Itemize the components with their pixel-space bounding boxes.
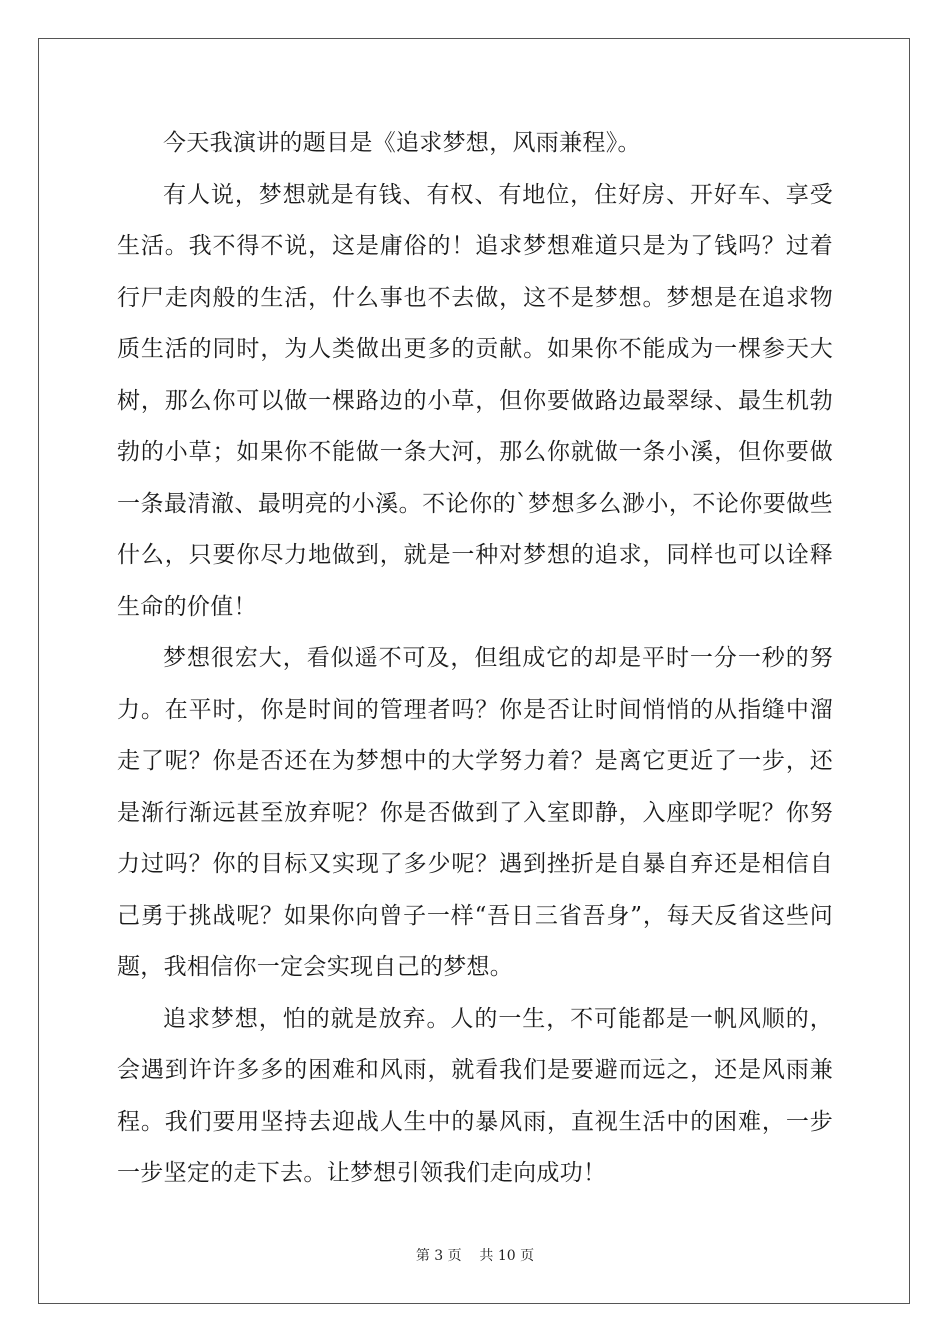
- paragraph-effort: 梦想很宏大，看似遥不可及，但组成它的却是平时一分一秒的努力。在平时，你是时间的管理者吗？你是否让时间悄悄的从指缝中溜走了呢？你是否还在为梦想中的大学努力着？是离它更近了一步，还是渐行渐远甚至放弃呢？你是否做到了入室即静，入座即学呢？你努力过吗？你的目标又实现了多少呢？遇到挫折是自暴自弃还是相信自己勇于挑战呢？如果你向曾子一样“吾日三省吾身”，每天反省这些问题，我相信你一定会实现自己的梦想。: [117, 645, 833, 980]
- paragraph-dream-meaning: 有人说，梦想就是有钱、有权、有地位，住好房、开好车、享受生活。我不得不说，这是庸俗的！追求梦想难道只是为了钱吗？过着行尸走肉般的生活，什么事也不去做，这不是梦想。梦想是在追求物质生活的同时，为人类做出更多的贡献。如果你不能成为一棵参天大树，那么你可以做一棵路边的小草，但你要做路边最翠绿、最生机勃勃的小草；如果你不能做一条大河，那么你就做一条小溪，但你要做一条最清澈、最明亮的小溪。不论你的`梦想多么渺小，不论你要做些什么，只要你尽力地做到，就是一种对梦想的追求，同样也可以诠释生命的价值！: [117, 181, 833, 620]
- document-body: [117, 118, 833, 1200]
- paragraph-intro: 今天我演讲的题目是《追求梦想，风雨兼程》。: [163, 130, 641, 156]
- paragraph-perseverance: 追求梦想，怕的就是放弃。人的一生，不可能都是一帆风顺的，会遇到许许多多的困难和风雨，就看我们是要避而远之，还是风雨兼程。我们要用坚持去迎战人生中的暴风雨，直视生活中的困难，一步一步坚定的走下去。让梦想引领我们走向成功！: [117, 1005, 833, 1186]
- page-number-footer: 第 3 页 共 10 页: [415, 1248, 535, 1264]
